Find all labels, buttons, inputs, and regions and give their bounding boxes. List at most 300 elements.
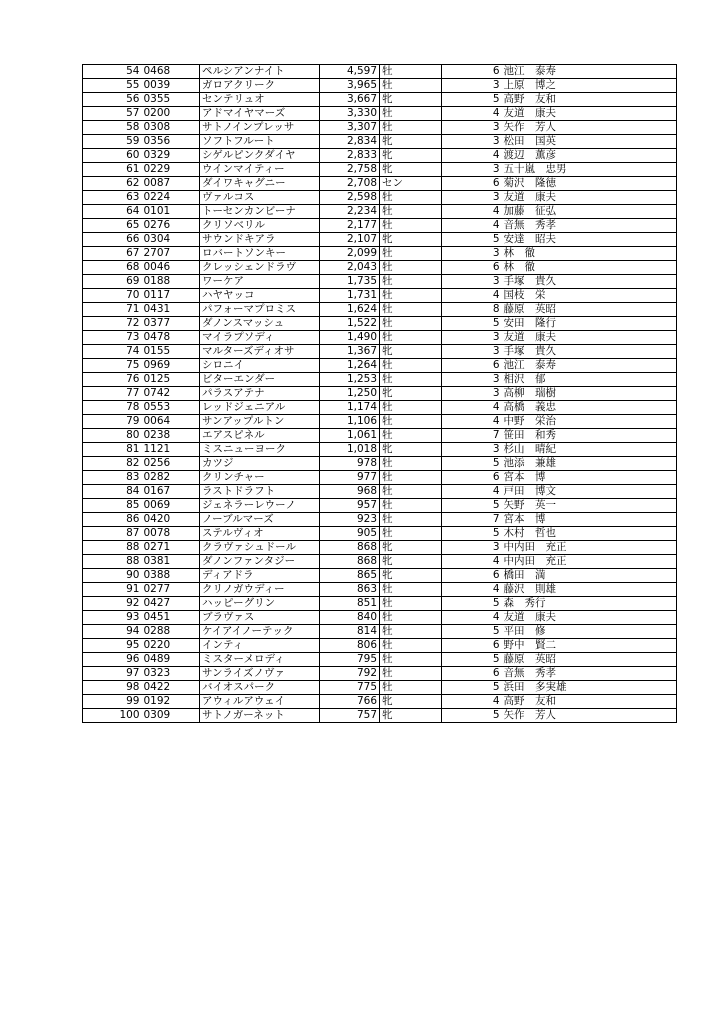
prize-amount-cell: 957 (320, 499, 380, 513)
rank-cell: 81 (83, 443, 142, 457)
code-cell: 0489 (142, 653, 200, 667)
code-cell: 0078 (142, 527, 200, 541)
prize-amount-cell: 840 (320, 611, 380, 625)
code-cell: 0200 (142, 107, 200, 121)
rank-cell: 90 (83, 569, 142, 583)
age-cell: 3 (442, 345, 502, 359)
trainer-cell: 藤原 英昭 (502, 303, 677, 317)
code-cell: 0271 (142, 541, 200, 555)
trainer-cell: 菊沢 隆徳 (502, 177, 677, 191)
code-cell: 0381 (142, 555, 200, 569)
code-cell: 2707 (142, 247, 200, 261)
horse-name-cell: バイオスパーク (200, 681, 320, 695)
table-row (83, 415, 677, 429)
prize-amount-cell: 1,490 (320, 331, 380, 345)
trainer-cell: 矢野 英一 (502, 499, 677, 513)
sex-cell: 牡 (380, 597, 442, 611)
table-row (83, 639, 677, 653)
horse-name-cell: インティ (200, 639, 320, 653)
prize-amount-cell: 1,061 (320, 429, 380, 443)
age-cell: 3 (442, 331, 502, 345)
code-cell: 0276 (142, 219, 200, 233)
code-cell: 0356 (142, 135, 200, 149)
age-cell: 4 (442, 219, 502, 233)
horse-name-cell: センテリュオ (200, 93, 320, 107)
age-cell: 3 (442, 275, 502, 289)
horse-name-cell: ソフトフルート (200, 135, 320, 149)
code-cell: 0420 (142, 513, 200, 527)
code-cell: 0101 (142, 205, 200, 219)
rank-cell: 84 (83, 485, 142, 499)
horse-name-cell: ハッピーグリン (200, 597, 320, 611)
trainer-cell: 友道 康夫 (502, 331, 677, 345)
age-cell: 3 (442, 373, 502, 387)
rank-cell: 70 (83, 289, 142, 303)
prize-amount-cell: 2,833 (320, 149, 380, 163)
age-cell: 3 (442, 191, 502, 205)
trainer-cell: 林 徹 (502, 261, 677, 275)
trainer-cell: 高野 友和 (502, 695, 677, 709)
sex-cell: 牡 (380, 485, 442, 499)
sex-cell: 牡 (380, 653, 442, 667)
code-cell: 0431 (142, 303, 200, 317)
trainer-cell: 音無 秀孝 (502, 219, 677, 233)
trainer-cell: 国枝 栄 (502, 289, 677, 303)
age-cell: 6 (442, 471, 502, 485)
rank-cell: 96 (83, 653, 142, 667)
prize-amount-cell: 792 (320, 667, 380, 681)
age-cell: 6 (442, 261, 502, 275)
table-row (83, 667, 677, 681)
table-row (83, 191, 677, 205)
table-row (83, 541, 677, 555)
table-row (83, 359, 677, 373)
trainer-cell: 橋田 満 (502, 569, 677, 583)
code-cell: 0064 (142, 415, 200, 429)
horse-name-cell: クリノガウディー (200, 583, 320, 597)
trainer-cell: 宮本 博 (502, 471, 677, 485)
code-cell: 0323 (142, 667, 200, 681)
trainer-cell: 加藤 征弘 (502, 205, 677, 219)
horse-name-cell: クレッシェンドラヴ (200, 261, 320, 275)
sex-cell: 牝 (380, 569, 442, 583)
prize-amount-cell: 3,965 (320, 79, 380, 93)
prize-amount-cell: 977 (320, 471, 380, 485)
trainer-cell: 杉山 晴紀 (502, 443, 677, 457)
prize-amount-cell: 1,174 (320, 401, 380, 415)
age-cell: 4 (442, 415, 502, 429)
table-row (83, 527, 677, 541)
code-cell: 0288 (142, 625, 200, 639)
prize-amount-cell: 2,099 (320, 247, 380, 261)
sex-cell: 牡 (380, 639, 442, 653)
rank-cell: 72 (83, 317, 142, 331)
trainer-cell: 高野 友和 (502, 93, 677, 107)
age-cell: 4 (442, 107, 502, 121)
prize-amount-cell: 795 (320, 653, 380, 667)
rank-cell: 55 (83, 79, 142, 93)
sex-cell: 牡 (380, 625, 442, 639)
age-cell: 6 (442, 65, 502, 79)
rank-cell: 94 (83, 625, 142, 639)
rank-cell: 91 (83, 583, 142, 597)
code-cell: 0224 (142, 191, 200, 205)
table-row (83, 555, 677, 569)
table-row (83, 499, 677, 513)
rank-cell: 83 (83, 471, 142, 485)
age-cell: 8 (442, 303, 502, 317)
table-row (83, 597, 677, 611)
table-row (83, 611, 677, 625)
table-row (83, 149, 677, 163)
horse-name-cell: エアスピネル (200, 429, 320, 443)
rank-cell: 57 (83, 107, 142, 121)
horse-name-cell: ディアドラ (200, 569, 320, 583)
sex-cell: 牝 (380, 541, 442, 555)
rank-cell: 93 (83, 611, 142, 625)
table-row (83, 569, 677, 583)
code-cell: 0155 (142, 345, 200, 359)
rank-cell: 75 (83, 359, 142, 373)
sex-cell: 牡 (380, 191, 442, 205)
rank-cell: 86 (83, 513, 142, 527)
rank-cell: 77 (83, 387, 142, 401)
trainer-cell: 安田 隆行 (502, 317, 677, 331)
sex-cell: 牡 (380, 331, 442, 345)
trainer-cell: 五十嵐 忠男 (502, 163, 677, 177)
age-cell: 7 (442, 513, 502, 527)
horse-name-cell: ハヤヤッコ (200, 289, 320, 303)
sex-cell: 牡 (380, 79, 442, 93)
sex-cell: 牡 (380, 205, 442, 219)
table-row (83, 681, 677, 695)
table-row (83, 709, 677, 723)
sex-cell: 牝 (380, 149, 442, 163)
table-row (83, 653, 677, 667)
rank-cell: 80 (83, 429, 142, 443)
prize-amount-cell: 757 (320, 709, 380, 723)
trainer-cell: 林 徹 (502, 247, 677, 261)
trainer-cell: 矢作 芳人 (502, 709, 677, 723)
prize-amount-cell: 1,522 (320, 317, 380, 331)
sex-cell: 牝 (380, 443, 442, 457)
age-cell: 3 (442, 79, 502, 93)
table-row (83, 443, 677, 457)
sex-cell: 牝 (380, 695, 442, 709)
trainer-cell: 藤沢 則雄 (502, 583, 677, 597)
horse-name-cell: マイラプソディ (200, 331, 320, 345)
horse-name-cell: アドマイヤマーズ (200, 107, 320, 121)
horse-name-cell: サンアップルトン (200, 415, 320, 429)
code-cell: 0087 (142, 177, 200, 191)
horse-name-cell: サトノガーネット (200, 709, 320, 723)
sex-cell: 牡 (380, 275, 442, 289)
table-row (83, 625, 677, 639)
age-cell: 5 (442, 597, 502, 611)
ranking-table-body (83, 65, 677, 723)
prize-amount-cell: 2,107 (320, 233, 380, 247)
age-cell: 4 (442, 289, 502, 303)
rank-cell: 92 (83, 597, 142, 611)
age-cell: 7 (442, 429, 502, 443)
horse-name-cell: ジェネラーレウーノ (200, 499, 320, 513)
trainer-cell: 渡辺 薫彦 (502, 149, 677, 163)
trainer-cell: 藤原 英昭 (502, 653, 677, 667)
horse-name-cell: ダノンファンタジー (200, 555, 320, 569)
sex-cell: 牡 (380, 527, 442, 541)
prize-amount-cell: 2,177 (320, 219, 380, 233)
prize-amount-cell: 2,598 (320, 191, 380, 205)
rank-cell: 65 (83, 219, 142, 233)
sex-cell: 牡 (380, 471, 442, 485)
horse-name-cell: クラヴァシュドール (200, 541, 320, 555)
code-cell: 0309 (142, 709, 200, 723)
sex-cell: 牡 (380, 107, 442, 121)
code-cell: 0304 (142, 233, 200, 247)
prize-amount-cell: 865 (320, 569, 380, 583)
rank-cell: 66 (83, 233, 142, 247)
prize-amount-cell: 1,106 (320, 415, 380, 429)
sex-cell: 牝 (380, 163, 442, 177)
horse-name-cell: パフォーマプロミス (200, 303, 320, 317)
horse-name-cell: トーセンカンビーナ (200, 205, 320, 219)
code-cell: 0256 (142, 457, 200, 471)
prize-amount-cell: 2,708 (320, 177, 380, 191)
rank-cell: 54 (83, 65, 142, 79)
trainer-cell: 安達 昭夫 (502, 233, 677, 247)
prize-amount-cell: 814 (320, 625, 380, 639)
sex-cell: 牡 (380, 359, 442, 373)
table-row (83, 401, 677, 415)
age-cell: 5 (442, 457, 502, 471)
age-cell: 4 (442, 611, 502, 625)
age-cell: 5 (442, 499, 502, 513)
prize-amount-cell: 1,264 (320, 359, 380, 373)
table-row (83, 163, 677, 177)
trainer-cell: 池江 泰寿 (502, 65, 677, 79)
sex-cell: 牡 (380, 261, 442, 275)
prize-amount-cell: 1,731 (320, 289, 380, 303)
prize-amount-cell: 2,234 (320, 205, 380, 219)
ranking-table (82, 64, 677, 723)
code-cell: 1121 (142, 443, 200, 457)
age-cell: 5 (442, 93, 502, 107)
sex-cell: 牝 (380, 345, 442, 359)
age-cell: 4 (442, 555, 502, 569)
table-row (83, 205, 677, 219)
rank-cell: 64 (83, 205, 142, 219)
code-cell: 0238 (142, 429, 200, 443)
prize-amount-cell: 806 (320, 639, 380, 653)
rank-cell: 78 (83, 401, 142, 415)
horse-name-cell: カツジ (200, 457, 320, 471)
trainer-cell: 友道 康夫 (502, 191, 677, 205)
prize-amount-cell: 775 (320, 681, 380, 695)
table-row (83, 79, 677, 93)
prize-amount-cell: 868 (320, 541, 380, 555)
age-cell: 6 (442, 359, 502, 373)
horse-name-cell: ブラヴァス (200, 611, 320, 625)
sex-cell: 牡 (380, 65, 442, 79)
horse-name-cell: ダイワキャグニー (200, 177, 320, 191)
table-row (83, 373, 677, 387)
code-cell: 0478 (142, 331, 200, 345)
rank-cell: 79 (83, 415, 142, 429)
code-cell: 0188 (142, 275, 200, 289)
sex-cell: 牡 (380, 303, 442, 317)
age-cell: 3 (442, 541, 502, 555)
horse-name-cell: シロニイ (200, 359, 320, 373)
prize-amount-cell: 851 (320, 597, 380, 611)
trainer-cell: 笹田 和秀 (502, 429, 677, 443)
sex-cell: 牝 (380, 709, 442, 723)
horse-name-cell: ペルシアンナイト (200, 65, 320, 79)
code-cell: 0451 (142, 611, 200, 625)
prize-amount-cell: 968 (320, 485, 380, 499)
trainer-cell: 木村 哲也 (502, 527, 677, 541)
code-cell: 0742 (142, 387, 200, 401)
horse-name-cell: サウンドキアラ (200, 233, 320, 247)
prize-amount-cell: 868 (320, 555, 380, 569)
table-row (83, 457, 677, 471)
horse-name-cell: シゲルピンクダイヤ (200, 149, 320, 163)
code-cell: 0388 (142, 569, 200, 583)
trainer-cell: 戸田 博文 (502, 485, 677, 499)
sex-cell: 牡 (380, 121, 442, 135)
code-cell: 0422 (142, 681, 200, 695)
age-cell: 3 (442, 121, 502, 135)
code-cell: 0355 (142, 93, 200, 107)
rank-cell: 69 (83, 275, 142, 289)
age-cell: 5 (442, 625, 502, 639)
age-cell: 5 (442, 233, 502, 247)
rank-cell: 56 (83, 93, 142, 107)
prize-amount-cell: 1,624 (320, 303, 380, 317)
prize-amount-cell: 905 (320, 527, 380, 541)
sex-cell: 牝 (380, 555, 442, 569)
trainer-cell: 野中 賢二 (502, 639, 677, 653)
table-row (83, 247, 677, 261)
horse-name-cell: ノーブルマーズ (200, 513, 320, 527)
rank-cell: 73 (83, 331, 142, 345)
table-row (83, 583, 677, 597)
rank-cell: 85 (83, 499, 142, 513)
sex-cell: 牝 (380, 135, 442, 149)
horse-name-cell: ケイアイノーテック (200, 625, 320, 639)
code-cell: 0282 (142, 471, 200, 485)
table-row (83, 65, 677, 79)
code-cell: 0069 (142, 499, 200, 513)
prize-amount-cell: 3,330 (320, 107, 380, 121)
trainer-cell: 友道 康夫 (502, 107, 677, 121)
code-cell: 0125 (142, 373, 200, 387)
age-cell: 3 (442, 387, 502, 401)
age-cell: 4 (442, 485, 502, 499)
sex-cell: 牝 (380, 387, 442, 401)
code-cell: 0039 (142, 79, 200, 93)
code-cell: 0329 (142, 149, 200, 163)
prize-amount-cell: 1,735 (320, 275, 380, 289)
prize-amount-cell: 1,367 (320, 345, 380, 359)
horse-name-cell: マルターズディオサ (200, 345, 320, 359)
table-row (83, 387, 677, 401)
trainer-cell: 池江 泰寿 (502, 359, 677, 373)
age-cell: 4 (442, 695, 502, 709)
trainer-cell: 手塚 貴久 (502, 275, 677, 289)
age-cell: 4 (442, 583, 502, 597)
prize-amount-cell: 766 (320, 695, 380, 709)
table-row (83, 317, 677, 331)
age-cell: 4 (442, 401, 502, 415)
age-cell: 5 (442, 317, 502, 331)
prize-amount-cell: 923 (320, 513, 380, 527)
sex-cell: 牡 (380, 583, 442, 597)
horse-name-cell: アウィルアウェイ (200, 695, 320, 709)
rank-cell: 58 (83, 121, 142, 135)
table-row (83, 261, 677, 275)
table-row (83, 471, 677, 485)
prize-amount-cell: 1,250 (320, 387, 380, 401)
prize-amount-cell: 978 (320, 457, 380, 471)
horse-name-cell: サトノインプレッサ (200, 121, 320, 135)
sex-cell: 牡 (380, 415, 442, 429)
sex-cell: 牡 (380, 401, 442, 415)
rank-cell: 87 (83, 527, 142, 541)
prize-amount-cell: 1,018 (320, 443, 380, 457)
trainer-cell: 矢作 芳人 (502, 121, 677, 135)
age-cell: 6 (442, 639, 502, 653)
trainer-cell: 浜田 多実雄 (502, 681, 677, 695)
horse-name-cell: ワーケア (200, 275, 320, 289)
horse-name-cell: クリソベリル (200, 219, 320, 233)
rank-cell: 100 (83, 709, 142, 723)
code-cell: 0192 (142, 695, 200, 709)
horse-name-cell: ウインマイティー (200, 163, 320, 177)
age-cell: 5 (442, 681, 502, 695)
rank-cell: 88 (83, 541, 142, 555)
code-cell: 0167 (142, 485, 200, 499)
rank-cell: 68 (83, 261, 142, 275)
trainer-cell: 宮本 博 (502, 513, 677, 527)
age-cell: 6 (442, 569, 502, 583)
trainer-cell: 中野 栄治 (502, 415, 677, 429)
code-cell: 0117 (142, 289, 200, 303)
code-cell: 0046 (142, 261, 200, 275)
rank-cell: 60 (83, 149, 142, 163)
sex-cell: 牡 (380, 429, 442, 443)
sex-cell: 牡 (380, 289, 442, 303)
table-row (83, 289, 677, 303)
trainer-cell: 森 秀行 (502, 597, 677, 611)
prize-amount-cell: 2,043 (320, 261, 380, 275)
table-row (83, 233, 677, 247)
rank-cell: 61 (83, 163, 142, 177)
rank-cell: 88 (83, 555, 142, 569)
code-cell: 0427 (142, 597, 200, 611)
rank-cell: 62 (83, 177, 142, 191)
rank-cell: 95 (83, 639, 142, 653)
age-cell: 5 (442, 527, 502, 541)
prize-amount-cell: 3,667 (320, 93, 380, 107)
prize-amount-cell: 2,834 (320, 135, 380, 149)
horse-name-cell: ビターエンダー (200, 373, 320, 387)
age-cell: 6 (442, 667, 502, 681)
code-cell: 0220 (142, 639, 200, 653)
horse-name-cell: ダノンスマッシュ (200, 317, 320, 331)
sex-cell: 牡 (380, 513, 442, 527)
horse-name-cell: ガロアクリーク (200, 79, 320, 93)
table-row (83, 513, 677, 527)
